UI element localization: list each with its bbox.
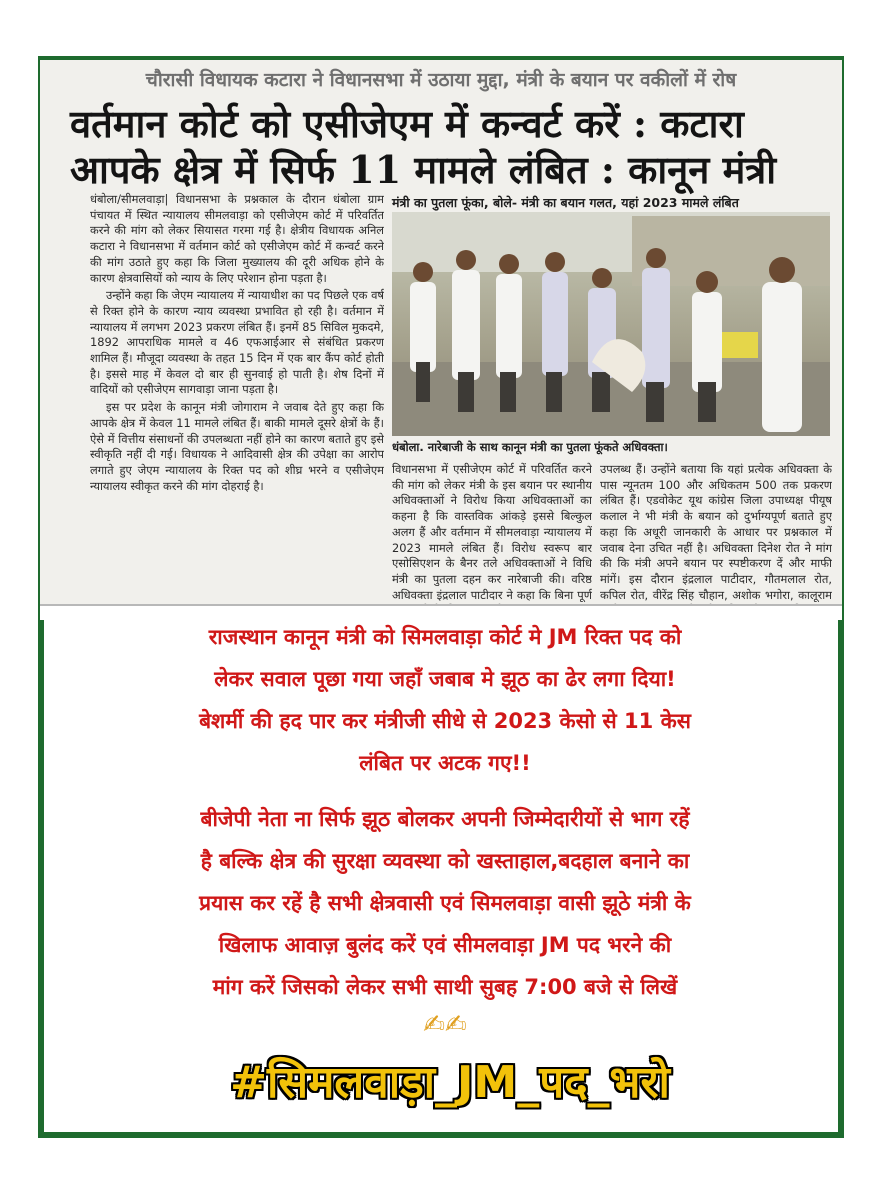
protest-photo [392, 212, 830, 436]
newspaper-clipping [40, 60, 842, 615]
newspaper-kicker: चौरासी विधायक कटारा ने विधानसभा में उठाया मुद्दा, मंत्री के बयान पर वकीलों में रोष [145, 69, 737, 91]
article-paragraph: इस पर प्रदेश के कानून मंत्री जोगाराम ने जवाब देते हुए कहा कि आपके क्षेत्र में केवल 11 मामले लंबित हैं। बाकी मामले दूसरे क्षेत्रों के हैं। ऐसे में वित्तीय संसाधनों की उपलब्धता नहीं होने का कारण बताते हुए इसे स्वीकृति नहीं दी गई। विधायक ने आदिवासी क्षेत्र की उपेक्षा का आरोप लगाते हुए जेएम न्यायालय के रिक्त पद को शीघ्र भरने व एसीजेएम न्यायालय स्वीकृत करने की मांग दोहराई है। [90, 400, 384, 493]
message-line: प्रयास कर रहें है सभी क्षेत्रवासी एवं सिमलवाड़ा वासी झूठे मंत्री के [199, 891, 691, 915]
message-line: लंबित पर अटक गए!! [359, 751, 531, 775]
photo-title: मंत्री का पुतला फूंका, बोले- मंत्री का बयान गलत, यहां 2023 मामले लंबित [392, 195, 739, 210]
article-paragraph: विधानसभा में एसीजेएम कोर्ट में परिवर्तित करने की मांग को लेकर मंत्री के इस बयान पर स्थानीय अधिवक्ताओं ने विरोध किया अधिवक्ताओं का कहना है कि वास्तविक आंकड़े इससे बिल्कुल अलग हैं और वर्तमान में सीमलवाड़ा न्यायालय में 2023 मामले लंबित हैं। विरोध स्वरूप बार एसोसिएशन के बैनर तले अधिवक्ताओं ने विधि मंत्री का पुतला दहन कर नारेबाजी की। वरिष्ठ अधिवक्ता इंद्रलाल पाटीदार ने कहा कि बिना पूर्ण [392, 462, 592, 602]
newspaper-headline-1: वर्तमान कोर्ट को एसीजेएम में कन्वर्ट करें : कटारा [70, 101, 744, 146]
writing-hand-icon: ✍✍ [423, 1010, 467, 1040]
article-column-2 [392, 462, 592, 615]
message-line: लेकर सवाल पूछा गया जहाँ जबाब मे झूठ का ढेर लगा दिया! [214, 667, 676, 691]
article-column-3 [600, 462, 832, 615]
article-paragraph: धंबोला/सीमलवाड़ा| विधानसभा के प्रश्नकाल के दौरान धंबोला ग्राम पंचायत में स्थित न्यायालय सीमलवाड़ा को एसीजेएम कोर्ट में परिवर्तित करने की मांग को लेकर सियासत गरमा गई है। क्षेत्रीय विधायक अनिल कटारा ने विधानसभा में वर्तमान कोर्ट को एसीजेएम कोर्ट में कन्वर्ट करने की मांग उठाते हुए कहा कि जिला मुख्यालय की दूरी अधिक होने के कारण क्षेत्रवासियों को न्याय के लिए परेशान होना पड़ता है। [90, 192, 384, 285]
message-line: बीजेपी नेता ना सिर्फ झूठ बोलकर अपनी जिम्मेदारीयों से भाग रहें [200, 807, 690, 831]
article-paragraph: उन्होंने कहा कि जेएम न्यायालय में न्यायाधीश का पद पिछले एक वर्ष से रिक्त होने के कारण न्याय व्यवस्था प्रभावित हो रही है। वर्तमान में न्यायालय में लगभग 2023 प्रकरण लंबित हैं। इनमें 85 सिविल मुकदमे, 1892 आपराधिक मामले व 46 एफआईआर से संबंधित प्रकरण शामिल हैं। मौजूदा व्यवस्था के तहत 15 दिन में एक बार कैंप कोर्ट होती है। इससे माह में केवल दो बार ही सुनवाई हो पाती है। शेष दिनों में वादियों को एसीजेएम सागवाड़ा जाना पड़ता है। [90, 288, 384, 397]
message-line: बेशर्मी की हद पार कर मंत्रीजी सीधे से 2023 केसो से 11 केस [199, 709, 691, 733]
message-line: है बल्कि क्षेत्र की सुरक्षा व्यवस्था को खस्ताहाल,बदहाल बनाने का [200, 849, 690, 873]
hashtag-banner: #सिमलवाड़ा_JM_पद_भरो [230, 1057, 670, 1108]
photo-caption: धंबोला. नारेबाजी के साथ कानून मंत्री का पुतला फूंकते अधिवक्ता। [392, 440, 668, 454]
protest-photo-illustration [392, 212, 830, 436]
article-paragraph: उपलब्ध हैं। उन्होंने बताया कि यहां प्रत्येक अधिवक्ता के पास न्यूनतम 100 और अधिकतम 500 तक प्रकरण लंबित हैं। एडवोकेट यूथ कांग्रेस जिला उपाध्यक्ष पीयूष कलाल ने भी मंत्री के बयान को दुर्भाग्यपूर्ण बताते हुए कहा कि अधूरी जानकारी के आधार पर प्रश्नकाल में जवाब देना उचित नहीं है। अधिवक्ता दिनेश रोत ने मांग की कि मंत्री अपने बयान पर स्पष्टीकरण दें और माफी मांगें। इस दौरान इंद्रलाल पाटीदार, गौतमलाल रोत, कपिल रोत, वीरेंद्र सिंह चौहान, अशोक भगोरा, कालूराम [600, 462, 832, 602]
message-line: राजस्थान कानून मंत्री को सिमलवाड़ा कोर्ट मे JM रिक्त पद को [208, 625, 682, 649]
article-column-1 [90, 192, 384, 615]
message-line: खिलाफ आवाज़ बुलंद करें एवं सीमलवाड़ा JM पद भरने की [218, 933, 672, 957]
message-line: मांग करें जिसको लेकर सभी साथी सुबह 7:00 बजे से लिखें [212, 975, 678, 999]
newspaper-headline-2: आपके क्षेत्र में सिर्फ 11 मामले लंबित : कानून मंत्री [70, 147, 777, 192]
